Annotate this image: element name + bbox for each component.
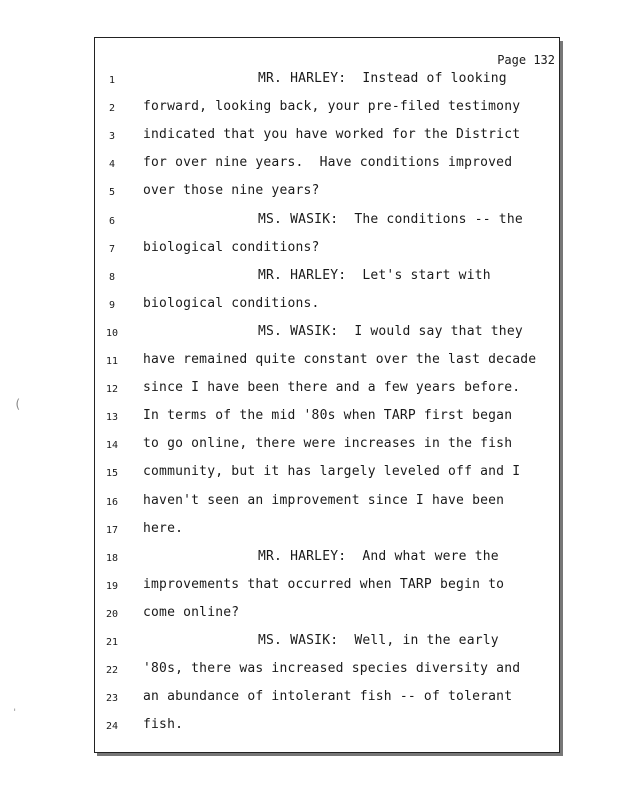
transcript-line [100,212,555,232]
line-number: 1 [108,75,116,86]
transcript-line [100,549,555,569]
line-text: to go online, there were increases in the fish [143,436,513,452]
line-text: here. [143,520,184,536]
line-text: forward, looking back, your pre-filed testimony [143,99,521,115]
line-text: '80s, there was increased species diversity and [143,661,521,677]
line-number: 2 [108,103,116,115]
line-text: an abundance of intolerant fish -- of tolerant [143,689,513,705]
transcript-line [100,577,555,597]
line-number: 4 [108,159,116,171]
line-number: 10 [105,327,119,339]
line-number: 5 [108,187,116,199]
line-text: community, but it has largely leveled off and I [143,464,521,480]
line-text: biological conditions? [143,239,320,255]
transcript-line [100,268,555,288]
margin-mark: ( [14,397,22,411]
line-number: 14 [105,440,119,452]
line-number: 16 [105,496,119,508]
transcript-line [100,380,555,400]
page-number: Page 132 [497,53,555,67]
line-text: fish. [143,717,184,733]
line-number: 23 [105,693,119,705]
transcript-line [100,605,555,625]
line-text: improvements that occurred when TARP begin to [143,576,505,592]
transcript-line [100,240,555,260]
page-shadow-right [560,41,563,756]
page-shadow-bottom [97,753,563,756]
transcript-line [100,71,555,91]
transcript-line [100,296,555,316]
line-text: MS. WASIK: The conditions -- the [258,211,523,227]
line-number: 18 [105,552,119,564]
line-text: haven't seen an improvement since I have been [143,492,505,508]
line-text: MR. HARLEY: And what were the [258,548,499,564]
line-number: 20 [105,608,119,620]
line-number: 21 [105,637,119,648]
line-text: In terms of the mid '80s when TARP first began [143,408,513,424]
line-text: since I have been there and a few years before. [143,380,521,396]
margin-mark: ' [12,708,18,718]
line-number: 13 [105,412,119,424]
line-number: 19 [105,580,119,592]
line-text: biological conditions. [143,295,320,311]
transcript-line [100,661,555,681]
transcript-line [100,352,555,372]
line-text: have remained quite constant over the last decade [143,352,537,367]
line-number: 9 [108,299,116,311]
line-number: 17 [105,524,119,536]
transcript-line [100,127,555,147]
line-text: indicated that you have worked for the District [143,127,521,143]
transcript-line [100,521,555,541]
line-number: 22 [105,665,119,677]
line-number: 12 [105,384,119,396]
line-text: MS. WASIK: I would say that they [258,323,523,339]
transcript-line [100,493,555,513]
line-text: over those nine years? [143,183,320,199]
line-number: 11 [105,356,119,367]
transcript-line [100,436,555,456]
line-text: for over nine years. Have conditions improved [143,155,513,171]
line-text: MS. WASIK: Well, in the early [258,633,499,648]
line-text: MR. HARLEY: Instead of looking [258,71,507,86]
line-number: 3 [108,131,116,143]
transcript-line [100,717,555,737]
transcript-line [100,99,555,119]
transcript-line [100,155,555,175]
line-number: 6 [108,215,116,227]
line-text: come online? [143,604,240,620]
line-number: 8 [108,271,116,283]
transcript-line [100,464,555,484]
line-number: 24 [105,721,119,733]
transcript-line [100,324,555,344]
transcript-line [100,689,555,709]
line-text: MR. HARLEY: Let's start with [258,267,491,283]
transcript-line [100,633,555,653]
line-number: 15 [105,468,119,480]
line-number: 7 [108,243,116,255]
transcript-line [100,183,555,203]
transcript-line [100,408,555,428]
